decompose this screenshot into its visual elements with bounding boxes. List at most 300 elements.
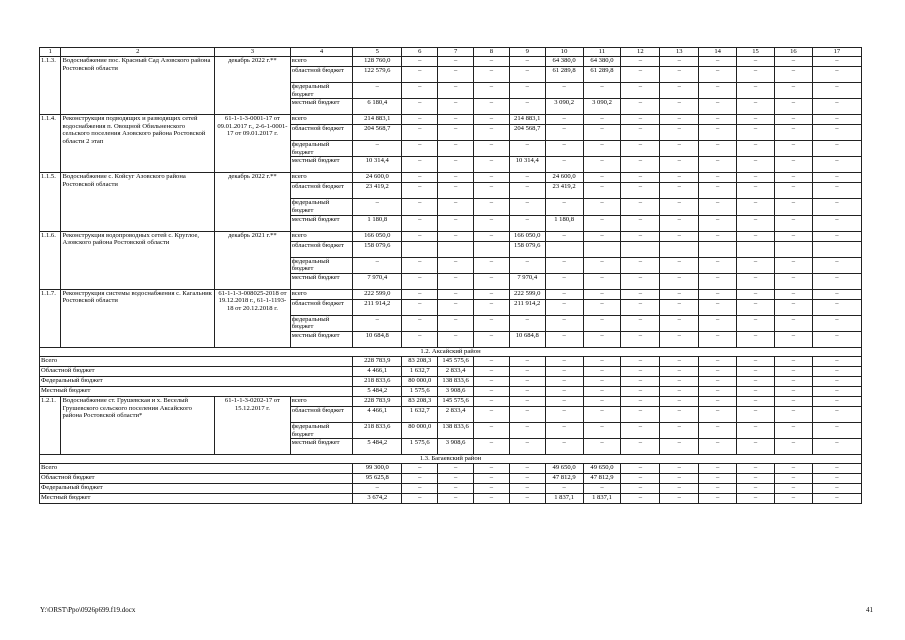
amount-cell: 1 837,1 (583, 494, 621, 504)
amount-cell: – (474, 199, 510, 215)
amount-cell: – (438, 67, 474, 83)
column-number: 10 (545, 48, 583, 57)
amount-cell: – (812, 141, 861, 157)
amount-cell: 7 970,4 (509, 273, 545, 289)
project-name: Водоснабжение пос. Красный Сад Азовского района Ростовской области (61, 57, 215, 115)
amount-cell: – (737, 299, 775, 315)
amount-cell: – (474, 422, 510, 438)
amount-cell: – (402, 257, 438, 273)
amount-cell: – (438, 199, 474, 215)
total-label: Федеральный бюджет (40, 376, 353, 386)
funding-source: областной бюджет (290, 406, 352, 422)
section-title-row (40, 347, 862, 356)
amount-cell: – (737, 199, 775, 215)
amount-cell: 1 575,6 (402, 386, 438, 396)
amount-cell: – (583, 199, 621, 215)
amount-cell: – (737, 494, 775, 504)
column-number: 14 (699, 48, 737, 57)
amount-cell: – (699, 376, 737, 386)
amount-cell: – (583, 289, 621, 299)
column-number: 6 (402, 48, 438, 57)
amount-cell: – (583, 376, 621, 386)
total-label: Всего (40, 464, 353, 474)
amount-cell: – (699, 315, 737, 331)
amount-cell: – (699, 356, 737, 366)
amount-cell: – (660, 366, 699, 376)
amount-cell: – (474, 396, 510, 406)
amount-cell: – (621, 173, 660, 183)
amount-cell: – (699, 125, 737, 141)
amount-cell: – (583, 125, 621, 141)
amount-cell: – (774, 83, 812, 99)
total-row (40, 366, 862, 376)
section-title: 1.3. Багаевский район (40, 455, 862, 464)
amount-cell: – (509, 484, 545, 494)
amount-cell: – (660, 439, 699, 455)
amount-cell: 218 833,6 (353, 422, 402, 438)
amount-cell (545, 241, 583, 257)
total-row (40, 484, 862, 494)
total-row (40, 474, 862, 484)
amount-cell: 4 466,1 (353, 406, 402, 422)
amount-cell: – (660, 57, 699, 67)
amount-cell: – (509, 67, 545, 83)
amount-cell: – (545, 125, 583, 141)
amount-cell: – (812, 386, 861, 396)
amount-cell: – (621, 386, 660, 396)
project-row (40, 173, 862, 183)
total-label: Всего (40, 356, 353, 366)
amount-cell: – (402, 315, 438, 331)
project-row (40, 289, 862, 299)
amount-cell: 47 812,9 (545, 474, 583, 484)
project-id: 1.1.7. (40, 289, 61, 347)
amount-cell: – (774, 115, 812, 125)
amount-cell: – (353, 315, 402, 331)
amount-cell: 204 568,7 (353, 125, 402, 141)
amount-cell: – (402, 83, 438, 99)
amount-cell: 138 833,6 (438, 422, 474, 438)
amount-cell: – (737, 57, 775, 67)
amount-cell: – (474, 464, 510, 474)
amount-cell: – (545, 439, 583, 455)
amount-cell: – (402, 484, 438, 494)
amount-cell: – (509, 83, 545, 99)
amount-cell: – (583, 183, 621, 199)
funding-source: федеральный бюджет (290, 83, 352, 99)
header-row (40, 48, 862, 57)
amount-cell: – (402, 331, 438, 347)
amount-cell: – (402, 199, 438, 215)
column-number: 2 (61, 48, 215, 57)
amount-cell: – (509, 396, 545, 406)
amount-cell: – (699, 273, 737, 289)
amount-cell: – (438, 494, 474, 504)
amount-cell: – (474, 125, 510, 141)
project-date: 61-1-1-3-008025-2018 от 19.12.2018 г., 61-1-1193-18 от 20.12.2018 г. (215, 289, 291, 347)
amount-cell: – (474, 141, 510, 157)
amount-cell: – (545, 406, 583, 422)
column-number: 15 (737, 48, 775, 57)
amount-cell (474, 241, 510, 257)
amount-cell: – (621, 315, 660, 331)
funding-source: областной бюджет (290, 125, 352, 141)
amount-cell: – (474, 99, 510, 115)
project-id: 1.1.6. (40, 231, 61, 289)
amount-cell: – (660, 83, 699, 99)
amount-cell: – (812, 396, 861, 406)
amount-cell: – (621, 183, 660, 199)
amount-cell: – (474, 474, 510, 484)
funding-source: всего (290, 57, 352, 67)
amount-cell: – (774, 57, 812, 67)
amount-cell: – (812, 289, 861, 299)
column-number: 8 (474, 48, 510, 57)
amount-cell: – (737, 474, 775, 484)
amount-cell: – (699, 215, 737, 231)
amount-cell: – (812, 356, 861, 366)
amount-cell: – (509, 439, 545, 455)
amount-cell: 214 883,1 (509, 115, 545, 125)
amount-cell: – (545, 199, 583, 215)
amount-cell: – (699, 484, 737, 494)
amount-cell: 145 575,6 (438, 356, 474, 366)
amount-cell: – (474, 57, 510, 67)
project-date: 61-1-1-3-0202-17 от 15.12.2017 г. (215, 396, 291, 454)
amount-cell: – (660, 125, 699, 141)
amount-cell (660, 241, 699, 257)
amount-cell: – (812, 183, 861, 199)
amount-cell: – (699, 439, 737, 455)
amount-cell: – (509, 215, 545, 231)
total-label: Местный бюджет (40, 494, 353, 504)
total-row (40, 386, 862, 396)
column-number: 5 (353, 48, 402, 57)
amount-cell: – (737, 386, 775, 396)
funding-source: всего (290, 173, 352, 183)
amount-cell: – (699, 366, 737, 376)
amount-cell: – (438, 315, 474, 331)
amount-cell: – (438, 115, 474, 125)
amount-cell: – (737, 257, 775, 273)
funding-source: областной бюджет (290, 67, 352, 83)
funding-source: федеральный бюджет (290, 141, 352, 157)
amount-cell: – (699, 57, 737, 67)
amount-cell: – (474, 231, 510, 241)
amount-cell: – (660, 396, 699, 406)
amount-cell: – (660, 99, 699, 115)
column-number: 16 (774, 48, 812, 57)
amount-cell: – (583, 422, 621, 438)
amount-cell: – (474, 157, 510, 173)
budget-table-page (39, 47, 862, 504)
amount-cell: – (737, 115, 775, 125)
amount-cell: – (774, 376, 812, 386)
amount-cell: – (621, 299, 660, 315)
amount-cell: – (621, 439, 660, 455)
amount-cell: – (737, 356, 775, 366)
amount-cell: – (660, 299, 699, 315)
amount-cell: – (438, 173, 474, 183)
amount-cell: – (402, 289, 438, 299)
amount-cell: – (660, 356, 699, 366)
amount-cell (621, 241, 660, 257)
amount-cell: – (438, 289, 474, 299)
amount-cell: – (474, 115, 510, 125)
amount-cell: – (812, 422, 861, 438)
amount-cell: – (660, 422, 699, 438)
amount-cell: – (438, 99, 474, 115)
amount-cell: – (812, 125, 861, 141)
project-id: 1.1.5. (40, 173, 61, 231)
amount-cell: – (545, 396, 583, 406)
amount-cell: 83 208,3 (402, 356, 438, 366)
project-row (40, 231, 862, 241)
amount-cell: – (774, 356, 812, 366)
amount-cell: – (660, 257, 699, 273)
amount-cell: 83 208,3 (402, 396, 438, 406)
amount-cell: – (402, 494, 438, 504)
amount-cell: 10 314,4 (353, 157, 402, 173)
amount-cell: – (545, 315, 583, 331)
amount-cell: – (583, 439, 621, 455)
amount-cell: – (774, 386, 812, 396)
amount-cell: – (812, 439, 861, 455)
amount-cell: – (699, 173, 737, 183)
amount-cell: – (583, 141, 621, 157)
amount-cell: – (774, 396, 812, 406)
amount-cell: 1 575,6 (402, 439, 438, 455)
amount-cell: – (621, 215, 660, 231)
amount-cell (774, 241, 812, 257)
amount-cell: 214 883,1 (353, 115, 402, 125)
amount-cell: 222 599,0 (509, 289, 545, 299)
budget-table (39, 47, 862, 504)
amount-cell: – (402, 141, 438, 157)
total-label: Областной бюджет (40, 366, 353, 376)
amount-cell: – (774, 289, 812, 299)
amount-cell: – (583, 484, 621, 494)
amount-cell: 1 632,7 (402, 406, 438, 422)
amount-cell: 7 970,4 (353, 273, 402, 289)
amount-cell: – (583, 157, 621, 173)
amount-cell: – (438, 484, 474, 494)
amount-cell: 2 833,4 (438, 406, 474, 422)
amount-cell: – (621, 99, 660, 115)
amount-cell: – (545, 157, 583, 173)
amount-cell: – (353, 484, 402, 494)
amount-cell: – (621, 199, 660, 215)
amount-cell: – (545, 356, 583, 366)
funding-source: местный бюджет (290, 215, 352, 231)
column-number: 1 (40, 48, 61, 57)
amount-cell: – (474, 299, 510, 315)
amount-cell: – (737, 215, 775, 231)
amount-cell: – (402, 299, 438, 315)
amount-cell: – (402, 215, 438, 231)
amount-cell: – (583, 231, 621, 241)
amount-cell: – (812, 99, 861, 115)
amount-cell: – (509, 141, 545, 157)
amount-cell: – (438, 464, 474, 474)
amount-cell: – (660, 215, 699, 231)
amount-cell: – (353, 199, 402, 215)
column-number: 17 (812, 48, 861, 57)
amount-cell: – (545, 376, 583, 386)
amount-cell: – (699, 115, 737, 125)
amount-cell: 158 079,6 (509, 241, 545, 257)
amount-cell: – (474, 376, 510, 386)
amount-cell: – (737, 484, 775, 494)
amount-cell: – (699, 199, 737, 215)
amount-cell: – (402, 231, 438, 241)
amount-cell: – (621, 331, 660, 347)
amount-cell: 47 812,9 (583, 474, 621, 484)
amount-cell: – (699, 157, 737, 173)
amount-cell: – (353, 257, 402, 273)
amount-cell: – (621, 141, 660, 157)
amount-cell: – (660, 464, 699, 474)
amount-cell: – (774, 257, 812, 273)
amount-cell: 61 289,8 (545, 67, 583, 83)
amount-cell: – (699, 331, 737, 347)
amount-cell: – (474, 67, 510, 83)
amount-cell: – (545, 83, 583, 99)
amount-cell: 5 484,2 (353, 439, 402, 455)
total-row (40, 356, 862, 366)
amount-cell: – (737, 376, 775, 386)
amount-cell: 218 833,6 (353, 376, 402, 386)
amount-cell: – (737, 99, 775, 115)
amount-cell: – (699, 67, 737, 83)
amount-cell: 64 380,0 (583, 57, 621, 67)
project-name: Реконструкция водопроводных сетей с. Круглое, Азовского района Ростовской области (61, 231, 215, 289)
amount-cell: – (774, 439, 812, 455)
amount-cell: 2 833,4 (438, 366, 474, 376)
amount-cell: – (583, 215, 621, 231)
section-title-row (40, 455, 862, 464)
amount-cell: – (438, 257, 474, 273)
amount-cell: – (660, 199, 699, 215)
amount-cell: 1 180,8 (353, 215, 402, 231)
amount-cell: 1 632,7 (402, 366, 438, 376)
amount-cell: – (660, 331, 699, 347)
total-label: Областной бюджет (40, 474, 353, 484)
amount-cell: – (583, 331, 621, 347)
amount-cell: – (438, 299, 474, 315)
amount-cell: – (737, 173, 775, 183)
amount-cell: – (660, 289, 699, 299)
amount-cell: – (737, 366, 775, 376)
amount-cell: – (402, 115, 438, 125)
amount-cell: – (812, 464, 861, 474)
funding-source: федеральный бюджет (290, 199, 352, 215)
total-row (40, 376, 862, 386)
amount-cell: – (737, 157, 775, 173)
amount-cell: – (660, 484, 699, 494)
amount-cell: – (621, 83, 660, 99)
amount-cell: – (621, 422, 660, 438)
amount-cell: – (402, 157, 438, 173)
amount-cell: – (545, 273, 583, 289)
amount-cell: – (583, 356, 621, 366)
amount-cell: – (737, 67, 775, 83)
amount-cell: – (438, 273, 474, 289)
amount-cell: – (621, 67, 660, 83)
amount-cell: – (438, 231, 474, 241)
amount-cell: – (438, 83, 474, 99)
amount-cell: – (812, 366, 861, 376)
amount-cell: – (812, 83, 861, 99)
amount-cell: – (509, 376, 545, 386)
amount-cell: – (774, 315, 812, 331)
amount-cell: – (402, 183, 438, 199)
amount-cell: – (699, 386, 737, 396)
amount-cell: – (438, 57, 474, 67)
amount-cell: – (545, 289, 583, 299)
amount-cell: – (737, 406, 775, 422)
amount-cell: – (660, 376, 699, 386)
footer-page-number: 41 (866, 606, 873, 614)
amount-cell: 128 760,0 (353, 57, 402, 67)
amount-cell: – (812, 199, 861, 215)
amount-cell: – (774, 173, 812, 183)
funding-source: всего (290, 289, 352, 299)
amount-cell: 1 180,8 (545, 215, 583, 231)
amount-cell: – (660, 67, 699, 83)
amount-cell: – (545, 257, 583, 273)
amount-cell: – (812, 376, 861, 386)
amount-cell: 6 180,4 (353, 99, 402, 115)
amount-cell: – (474, 331, 510, 347)
project-name: Реконструкция подводящих и разводящих сетей водоснабжения п. Овощной Обильненского сельского поселения Азовского района Ростовской области 2 этап (61, 115, 215, 173)
funding-source: местный бюджет (290, 439, 352, 455)
amount-cell: – (737, 331, 775, 347)
amount-cell: 61 289,8 (583, 67, 621, 83)
amount-cell: – (699, 474, 737, 484)
amount-cell: – (474, 183, 510, 199)
amount-cell: – (353, 83, 402, 99)
amount-cell: – (545, 299, 583, 315)
amount-cell: – (660, 115, 699, 125)
amount-cell: – (774, 125, 812, 141)
amount-cell: – (545, 141, 583, 157)
column-number: 13 (660, 48, 699, 57)
amount-cell: – (545, 484, 583, 494)
amount-cell: 166 050,0 (509, 231, 545, 241)
funding-source: федеральный бюджет (290, 422, 352, 438)
amount-cell: – (774, 157, 812, 173)
amount-cell: – (474, 439, 510, 455)
amount-cell: – (474, 356, 510, 366)
total-label: Местный бюджет (40, 386, 353, 396)
amount-cell: 166 050,0 (353, 231, 402, 241)
amount-cell: – (737, 396, 775, 406)
project-id: 1.2.1. (40, 396, 61, 454)
amount-cell: – (660, 141, 699, 157)
amount-cell: – (545, 231, 583, 241)
amount-cell: – (583, 257, 621, 273)
amount-cell: – (438, 331, 474, 347)
amount-cell: – (774, 366, 812, 376)
amount-cell: 138 833,6 (438, 376, 474, 386)
amount-cell: – (699, 422, 737, 438)
amount-cell: – (474, 273, 510, 289)
amount-cell: – (474, 289, 510, 299)
amount-cell: – (774, 231, 812, 241)
amount-cell: – (583, 83, 621, 99)
amount-cell: 3 674,2 (353, 494, 402, 504)
